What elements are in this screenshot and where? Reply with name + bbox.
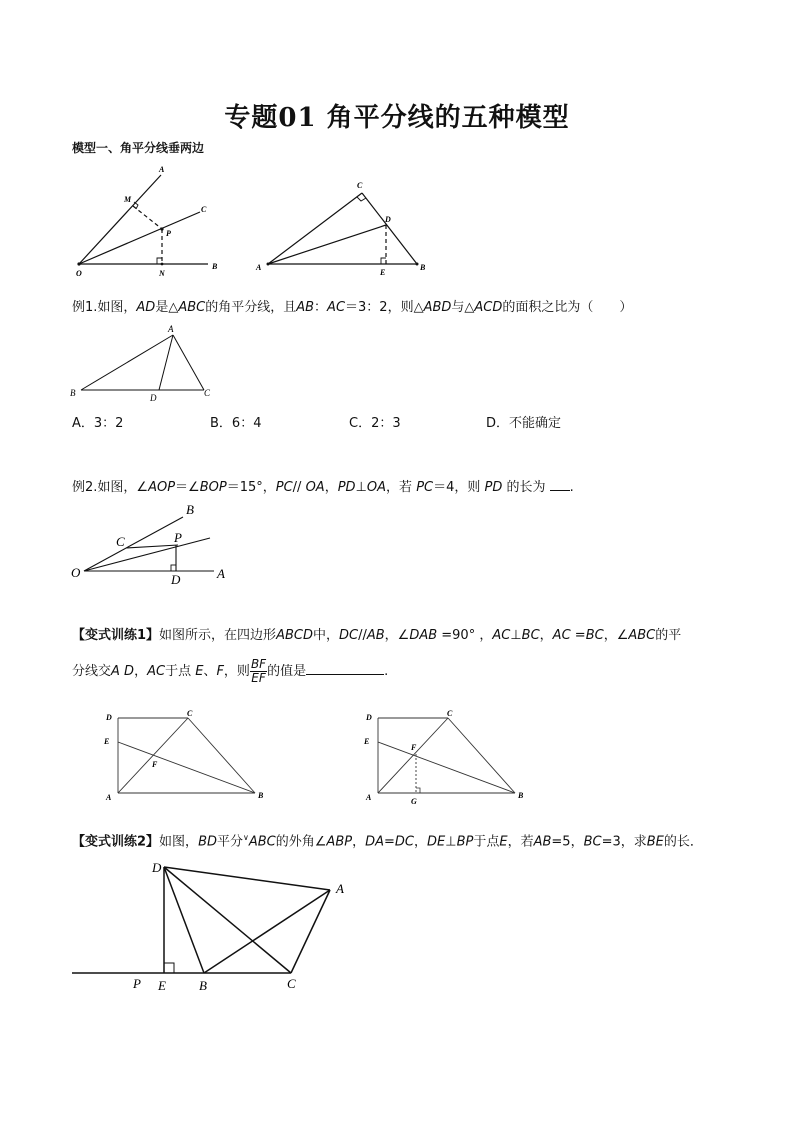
ex2-label-A: A: [217, 566, 225, 581]
ex2-label-P: P: [174, 530, 182, 545]
ex2-label-O: O: [71, 565, 81, 580]
fig1-label-A: A: [159, 165, 165, 174]
v1b-label-F: F: [411, 743, 417, 752]
fig1-label-B: B: [212, 262, 218, 271]
v1a-label-F: F: [152, 760, 158, 769]
fig1-label-O: O: [76, 269, 82, 278]
fig2-label-A: A: [256, 263, 262, 272]
fig2-label-C: C: [357, 181, 363, 190]
fig1-label-P: P: [166, 229, 171, 238]
ex2-label-B: B: [186, 502, 194, 517]
variant-2-question: 【变式训练2】如图，BD平分∨ABC的外角∠ABP，DA=DC，DE⊥BP于点E，若AB=5，BC=3，求BE的长．: [72, 833, 703, 850]
fig1-label-M: M: [124, 195, 132, 204]
page-title: 专题01 角平分线的五种模型: [224, 103, 570, 133]
v1a-label-E: E: [104, 737, 110, 746]
option-d[interactable]: D．不能确定: [486, 416, 562, 431]
v1b-label-E: E: [364, 737, 370, 746]
v1a-label-A: A: [106, 793, 112, 802]
example-2-question: 例2.如图，∠AOP＝∠BOP＝15°，PC// OA，PD⊥OA，若 PC＝4，则 PD 的长为 .: [72, 480, 574, 495]
example-1-question: 例1.如图，AD是△ABC的角平分线，且AB：AC＝3：2，则△ABD与△ACD的面积之比为（ ）: [72, 300, 633, 315]
v2-label-B: B: [199, 978, 207, 993]
ex2-label-D: D: [171, 572, 181, 587]
v1b-label-C: C: [447, 709, 453, 718]
v2-label-C: C: [287, 976, 296, 991]
ex1-label-C: C: [204, 388, 211, 398]
fig1-label-C: C: [201, 205, 207, 214]
fig1-label-N: N: [159, 269, 165, 278]
v1b-label-G: G: [411, 797, 417, 806]
option-c[interactable]: C．2：3: [349, 416, 401, 431]
variant-1-line-2: 分线交A D，AC于点 E、F，则 $\frac{BF}{EF}$ 的值是 .: [72, 657, 389, 685]
fraction-bf-over-ef: $\frac{BF}{EF}$: [250, 657, 267, 685]
v2-label-D: D: [152, 860, 162, 875]
ex1-label-D: D: [150, 393, 157, 403]
fig2-label-B: B: [420, 263, 426, 272]
v1b-label-D: D: [366, 713, 372, 722]
v1a-label-B: B: [258, 791, 264, 800]
ex1-label-B: B: [70, 388, 76, 398]
fig2-label-E: E: [380, 268, 386, 277]
option-b[interactable]: B．6：4: [210, 416, 262, 431]
variant-1-line-1: 【变式训练1】如图所示，在四边形ABCD中，DC//AB，∠DAB =90° ，AC⊥BC，AC =BC，∠ABC的平: [72, 628, 682, 643]
option-a[interactable]: A．3：2: [72, 416, 124, 431]
v2-label-E: E: [158, 978, 166, 993]
v1a-label-D: D: [106, 713, 112, 722]
model-heading: 模型一、角平分线垂两边: [72, 141, 205, 155]
ex2-label-C: C: [116, 534, 125, 549]
v2-label-P: P: [133, 976, 141, 991]
v1b-label-A: A: [366, 793, 372, 802]
ex1-label-A: A: [168, 324, 174, 334]
v1b-label-B: B: [518, 791, 524, 800]
fig2-label-D: D: [385, 215, 391, 224]
v1a-label-C: C: [187, 709, 193, 718]
v2-label-A: A: [336, 881, 344, 896]
